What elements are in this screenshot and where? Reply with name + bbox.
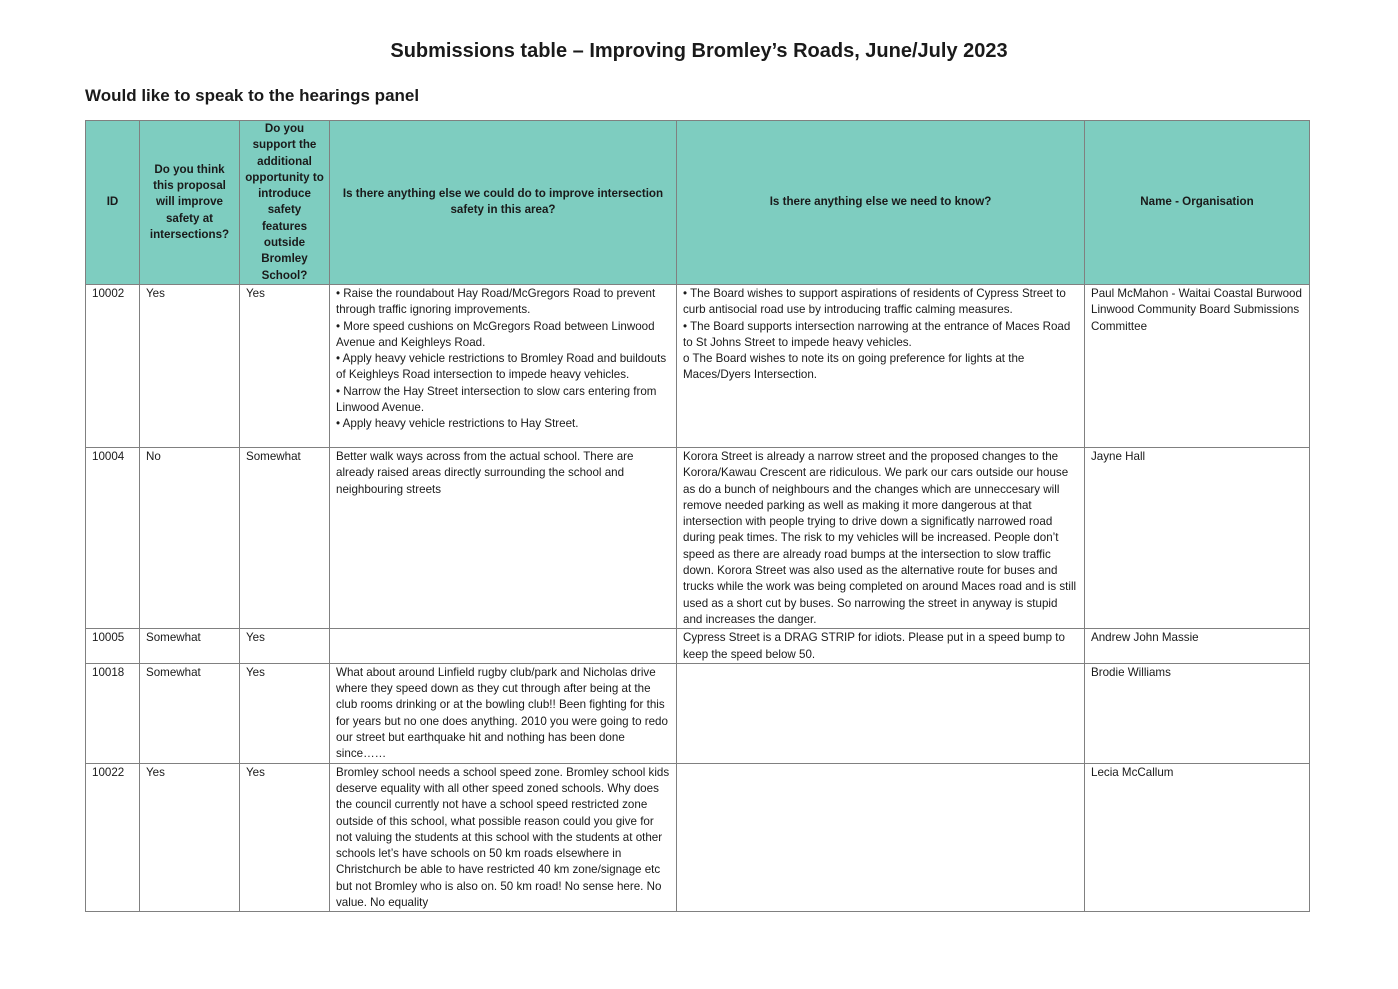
cell-need-to-know-line: Cypress Street is a DRAG STRIP for idiots. Please put in a speed bump to keep the speed below 50. <box>683 631 1065 661</box>
cell-improve-safety: Somewhat <box>140 629 240 664</box>
table-row <box>86 663 1310 763</box>
cell-anything-else <box>330 447 677 628</box>
submissions-table <box>85 120 1310 912</box>
cell-need-to-know-line: • The Board wishes to support aspirations of residents of Cypress Street to curb antisocial road use by introducing traffic calming measures. <box>683 286 1066 317</box>
header-name-organisation: Name - Organisation <box>1085 121 1310 285</box>
cell-name-organisation <box>1085 763 1310 912</box>
cell-improve-safety: Yes <box>140 284 240 447</box>
cell-name-organisation <box>1085 629 1310 664</box>
table-row <box>86 284 1310 447</box>
cell-anything-else-line: What about around Linfield rugby club/park and Nicholas drive where they speed down as they cut through after being at the club rooms drinking or at the bowling club!! Been fighting for this for years but no one does anything. 2010 you were going to redo our street but earthquake hit and nothing has been done since…… <box>336 665 668 761</box>
cell-anything-else <box>330 763 677 912</box>
cell-name-organisation-line: Andrew John Massie <box>1091 631 1199 645</box>
cell-support-school: Yes <box>240 284 330 447</box>
cell-id: 10005 <box>86 629 140 664</box>
table-row <box>86 763 1310 912</box>
cell-need-to-know <box>677 447 1085 628</box>
cell-name-organisation-line: Lecia McCallum <box>1091 765 1174 779</box>
cell-anything-else-line: • Apply heavy vehicle restrictions to Bromley Road and buildouts of Keighleys Road intersection to impede heavy vehicles. <box>336 352 667 382</box>
cell-anything-else <box>330 629 677 664</box>
cell-name-organisation-line: Brodie Williams <box>1091 665 1171 679</box>
cell-name-organisation-line: Jayne Hall <box>1091 449 1146 463</box>
cell-need-to-know-line: • The Board supports intersection narrowing at the entrance of Maces Road to St Johns Street to impede heavy vehicles. <box>683 319 1071 349</box>
cell-anything-else <box>330 284 677 447</box>
cell-anything-else <box>330 663 677 763</box>
table-row <box>86 447 1310 628</box>
header-anything-else: Is there anything else we could do to improve intersection safety in this area? <box>330 121 677 285</box>
cell-anything-else-line: Bromley school needs a school speed zone. Bromley school kids deserve equality with all other speed zoned schools. Why does the council currently not have a school speed restricted zone outside of this school, what possible reason could you give for not valuing the students at this school with the students at other schools let’s have schools on 50 km roads elsewhere in Christchurch be able to have restricted 40 km zone/signage etc but not Bromley who is also on. 50 km road! No sense here. No value. No equality <box>336 765 670 909</box>
header-id: ID <box>86 121 140 285</box>
header-support-school: Do you support the additional opportunity to introduce safety features outside Bromley School? <box>240 121 330 285</box>
cell-id: 10018 <box>86 663 140 763</box>
cell-need-to-know-line: Korora Street is already a narrow street and the proposed changes to the Korora/Kawau Crescent are ridiculous. We park our cars outside our house as do a bunch of neighbours and the changes which are unneccesary will remove needed parking as well as making it more dangerous at that intersection with people trying to drive down a significatly narrowed road during peak times. The risk to my vehicles will be increased. People don’t speed as there are already road bumps at the intersection to slow traffic down. Korora Street was also used as the alternative route for buses and trucks while the work was being completed on around Maces road and is still used as a short cut by buses. So narrowing the street in anyway is stupid and increases the danger. <box>683 449 1077 626</box>
cell-improve-safety: No <box>140 447 240 628</box>
cell-id: 10002 <box>86 284 140 447</box>
cell-anything-else-line: • Narrow the Hay Street intersection to slow cars entering from Linwood Avenue. <box>336 384 657 415</box>
cell-support-school: Yes <box>240 763 330 912</box>
cell-anything-else-line: • More speed cushions on McGregors Road between Linwood Avenue and Keighleys Road. <box>336 319 655 349</box>
cell-support-school: Yes <box>240 629 330 664</box>
cell-id: 10004 <box>86 447 140 628</box>
cell-anything-else-line: • Raise the roundabout Hay Road/McGregors Road to prevent through traffic ignoring improvements. <box>336 286 656 317</box>
header-improve-safety: Do you think this proposal will improve safety at intersections? <box>140 121 240 285</box>
cell-improve-safety: Somewhat <box>140 663 240 763</box>
cell-name-organisation-line: Paul McMahon - Waitai Coastal Burwood Linwood Community Board Submissions Committee <box>1091 286 1302 333</box>
table-row <box>86 629 1310 664</box>
cell-name-organisation <box>1085 284 1310 447</box>
page-title: Submissions table – Improving Bromley’s Roads, June/July 2023 <box>390 40 1008 62</box>
section-heading: Would like to speak to the hearings panel <box>85 86 420 105</box>
cell-need-to-know <box>677 629 1085 664</box>
cell-anything-else-line: • Apply heavy vehicle restrictions to Hay Street. <box>336 417 579 431</box>
cell-need-to-know <box>677 284 1085 447</box>
cell-support-school: Somewhat <box>240 447 330 628</box>
cell-anything-else-line: Better walk ways across from the actual school. There are already raised areas directly surrounding the school and neighbouring streets <box>336 449 634 496</box>
cell-name-organisation <box>1085 663 1310 763</box>
cell-improve-safety: Yes <box>140 763 240 912</box>
cell-need-to-know <box>677 663 1085 763</box>
cell-need-to-know <box>677 763 1085 912</box>
header-row <box>86 121 1310 285</box>
cell-need-to-know-line: o The Board wishes to note its on going preference for lights at the Maces/Dyers Intersection. <box>683 352 1025 382</box>
cell-support-school: Yes <box>240 663 330 763</box>
header-need-to-know: Is there anything else we need to know? <box>677 121 1085 285</box>
cell-name-organisation <box>1085 447 1310 628</box>
cell-id: 10022 <box>86 763 140 912</box>
